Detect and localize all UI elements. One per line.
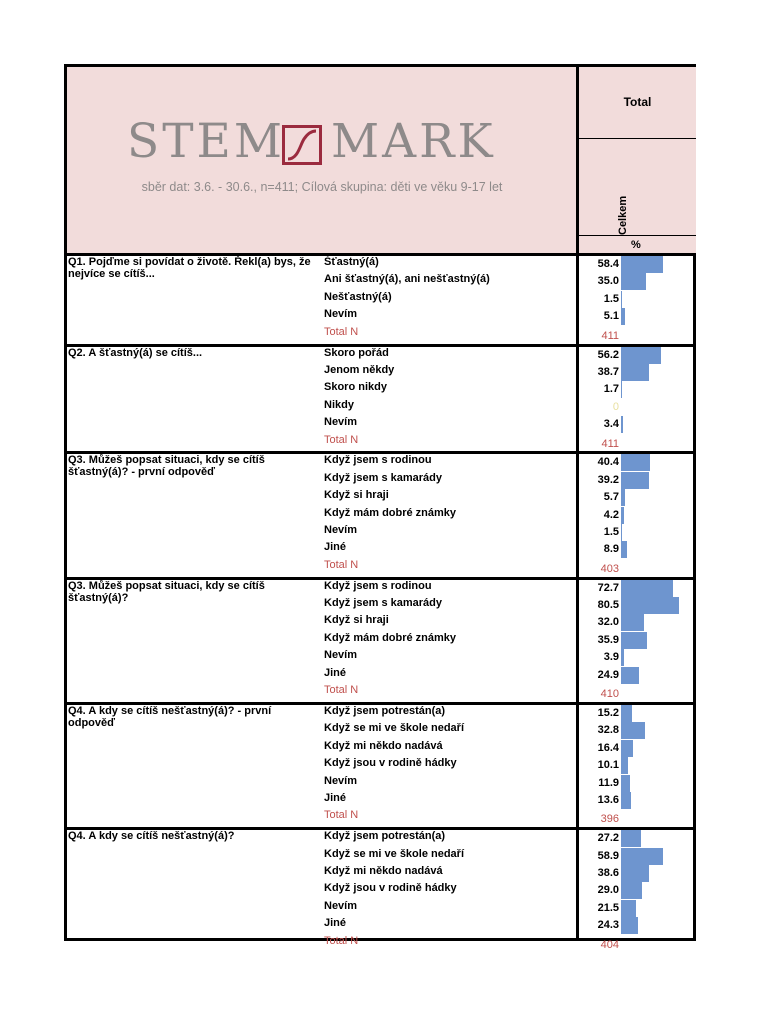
total-n-label: Total N <box>324 325 359 338</box>
answer-value: 24.9 <box>597 668 619 681</box>
answer-value: 80.5 <box>597 599 619 612</box>
answer-row <box>67 381 693 398</box>
answer-label: Skoro pořád <box>324 346 389 359</box>
answer-value: 32.8 <box>597 724 619 737</box>
answer-label: Když jsem potrestán(a) <box>324 830 446 843</box>
answer-row <box>67 507 693 524</box>
answer-label: Nešťastný(á) <box>324 290 392 303</box>
question-section <box>67 830 693 955</box>
answer-value: 40.4 <box>597 456 619 469</box>
answer-row <box>67 632 693 649</box>
percent-bar <box>621 705 632 722</box>
answer-row <box>67 347 693 364</box>
percent-bar <box>621 632 647 649</box>
percent-bar <box>621 740 633 757</box>
total-n-value: 396 <box>600 813 619 826</box>
answer-value: 0 <box>612 400 619 413</box>
answer-row <box>67 364 693 381</box>
answer-label: Jiné <box>324 917 347 930</box>
percent-bar <box>621 454 650 471</box>
percent-bar <box>621 291 622 308</box>
answer-label: Nevím <box>324 774 358 787</box>
question-section <box>67 454 693 579</box>
answer-value: 35.0 <box>597 275 619 288</box>
answer-value: 13.6 <box>597 794 619 806</box>
percent-bar <box>621 649 624 666</box>
answer-label: Nevím <box>324 308 358 321</box>
question-text: Q1. Pojďme si povídat o životě. Řekl(a) bys, že nejvíce se cítíš... <box>68 256 311 280</box>
percent-bar <box>621 273 646 290</box>
percent-bar <box>621 580 673 597</box>
question-section <box>67 347 693 455</box>
percent-bar <box>621 900 636 917</box>
answer-row <box>67 580 693 597</box>
answer-row <box>67 524 693 541</box>
answer-label: Jiné <box>324 666 347 679</box>
percent-bar <box>621 416 623 433</box>
answer-label: Když si hraji <box>324 489 389 502</box>
percent-bar <box>621 597 679 614</box>
percent-bar <box>621 830 641 847</box>
answer-row <box>67 775 693 792</box>
answer-row <box>67 792 693 809</box>
percent-label: % <box>631 239 641 251</box>
answer-label: Šťastný(á) <box>324 256 379 268</box>
percent-bar <box>621 757 628 774</box>
question-text: Q4. A kdy se cítíš nešťastný(á)? <box>68 830 235 843</box>
answer-label: Když jsou v rodině hádky <box>324 757 457 770</box>
percent-bar <box>621 472 649 489</box>
total-n-row <box>67 935 693 952</box>
answer-value: 1.5 <box>603 525 619 538</box>
answer-row <box>67 489 693 506</box>
answer-value: 1.5 <box>603 292 619 305</box>
logo-text-right: MARK <box>331 114 496 169</box>
answer-label: Když se mi ve škole nedaří <box>324 722 465 735</box>
total-n-label: Total N <box>324 934 359 947</box>
answer-value: 3.9 <box>603 651 619 664</box>
answer-label: Skoro nikdy <box>324 381 387 394</box>
question-section <box>67 705 693 830</box>
answer-row <box>67 667 693 684</box>
answer-value: 39.2 <box>597 473 619 486</box>
answer-row <box>67 472 693 489</box>
survey-subtitle: sběr dat: 3.6. - 30.6., n=411; Cílová skupina: děti ve věku 9-17 let <box>141 180 503 194</box>
report-header <box>67 67 577 256</box>
percent-bar <box>621 541 627 558</box>
answer-row <box>67 454 693 471</box>
question-text: Q4. A kdy se cítíš nešťastný(á)? - první odpověď <box>68 705 272 729</box>
answer-row <box>67 740 693 757</box>
answer-label: Když jsem potrestán(a) <box>324 705 446 717</box>
logo-text-left: STEM <box>127 114 285 169</box>
answer-row <box>67 541 693 558</box>
total-label: Total <box>623 95 652 109</box>
answer-row <box>67 917 693 934</box>
answer-row <box>67 614 693 631</box>
answer-value: 58.9 <box>597 849 619 862</box>
answer-value: 35.9 <box>597 633 619 646</box>
answer-row <box>67 722 693 739</box>
percent-bar <box>621 308 625 325</box>
answer-label: Když jsem s kamarády <box>324 471 443 484</box>
percent-bar <box>621 917 638 934</box>
answer-row <box>67 900 693 917</box>
total-n-label: Total N <box>324 809 359 822</box>
total-n-value: 411 <box>601 437 619 450</box>
answer-label: Nikdy <box>324 398 354 411</box>
total-n-value: 403 <box>600 562 619 575</box>
answer-label: Když mi někdo nadává <box>324 865 443 878</box>
answer-value: 38.7 <box>597 365 619 378</box>
answer-row <box>67 830 693 847</box>
answer-value: 1.7 <box>603 383 619 396</box>
answer-label: Když jsem s kamarády <box>324 597 443 610</box>
answer-value: 4.2 <box>603 508 619 521</box>
answer-row <box>67 399 693 416</box>
total-n-row <box>67 434 693 451</box>
answer-label: Když jsem s rodinou <box>324 579 432 592</box>
answer-label: Když jsem s rodinou <box>324 454 432 467</box>
total-n-value: 411 <box>601 329 619 342</box>
answer-row <box>67 848 693 865</box>
answer-label: Když mám dobré známky <box>324 631 457 644</box>
logo-mark-icon <box>282 125 322 165</box>
answer-label: Když jsou v rodině hádky <box>324 882 457 895</box>
answer-value: 32.0 <box>597 616 619 629</box>
answer-label: Když se mi ve škole nedaří <box>324 847 465 860</box>
percent-bar <box>621 722 645 739</box>
total-n-row <box>67 809 693 826</box>
answer-row <box>67 649 693 666</box>
answer-value: 21.5 <box>597 901 619 914</box>
answer-value: 38.6 <box>597 867 619 880</box>
answer-row <box>67 865 693 882</box>
answer-value: 5.1 <box>603 310 619 323</box>
answer-label: Když si hraji <box>324 614 389 627</box>
total-n-value: 410 <box>600 688 619 701</box>
total-n-row <box>67 684 693 701</box>
total-column-header <box>579 67 696 256</box>
percent-bar <box>621 524 622 541</box>
answer-label: Nevím <box>324 899 358 912</box>
stem-mark-logo <box>127 114 507 169</box>
answer-label: Ani šťastný(á), ani nešťastný(á) <box>324 273 490 286</box>
answer-value: 56.2 <box>597 348 619 361</box>
answer-value: 16.4 <box>597 741 619 754</box>
report-table <box>64 64 696 951</box>
celkem-label: Celkem <box>617 195 629 235</box>
total-n-row <box>67 559 693 576</box>
answer-label: Jiné <box>324 792 347 804</box>
percent-bar <box>621 507 624 524</box>
percent-bar <box>621 667 639 684</box>
header-divider <box>579 138 696 139</box>
answer-label: Nevím <box>324 523 358 536</box>
answer-row <box>67 256 693 273</box>
question-text: Q3. Můžeš popsat situaci, kdy se cítíš šťastný(á)? - první odpověď <box>68 454 265 479</box>
answer-value: 3.4 <box>603 418 619 431</box>
percent-bar <box>621 848 663 865</box>
answer-value: 29.0 <box>597 884 619 897</box>
total-n-label: Total N <box>324 684 359 697</box>
percent-bar <box>621 792 631 809</box>
question-section <box>67 580 693 705</box>
answer-label: Nevím <box>324 649 358 662</box>
answer-value: 15.2 <box>597 707 619 719</box>
percent-bar <box>621 256 663 273</box>
question-section <box>67 256 693 347</box>
total-n-label: Total N <box>324 558 359 571</box>
total-n-value: 404 <box>600 938 619 951</box>
percent-bar <box>621 489 625 506</box>
answer-row <box>67 757 693 774</box>
percent-bar <box>621 614 644 631</box>
answer-row <box>67 705 693 722</box>
percent-bar <box>621 882 642 899</box>
percent-bar <box>621 865 649 882</box>
question-text: Q2. A šťastný(á) se cítíš... <box>68 346 203 359</box>
total-n-row <box>67 326 693 343</box>
total-n-label: Total N <box>324 433 359 446</box>
answer-label: Když mám dobré známky <box>324 506 457 519</box>
answer-label: Když mi někdo nadává <box>324 739 443 752</box>
percent-bar <box>621 347 661 364</box>
answer-value: 58.4 <box>597 258 619 270</box>
answer-label: Jiné <box>324 541 347 554</box>
answer-row <box>67 273 693 290</box>
answer-value: 27.2 <box>597 832 619 845</box>
answer-row <box>67 597 693 614</box>
question-text: Q3. Můžeš popsat situaci, kdy se cítíš šťastný(á)? <box>68 579 265 604</box>
answer-value: 11.9 <box>598 776 619 789</box>
percent-bar <box>621 381 622 398</box>
answer-value: 10.1 <box>597 759 619 772</box>
answer-row <box>67 308 693 325</box>
answer-label: Jenom někdy <box>324 363 395 376</box>
header-divider <box>579 235 696 236</box>
answer-value: 8.9 <box>603 543 619 556</box>
answer-value: 72.7 <box>597 581 619 594</box>
answer-row <box>67 882 693 899</box>
answer-row <box>67 416 693 433</box>
percent-bar <box>621 775 630 792</box>
answer-value: 5.7 <box>603 491 619 504</box>
answer-value: 24.3 <box>597 919 619 932</box>
answer-row <box>67 291 693 308</box>
percent-bar <box>621 364 649 381</box>
answer-label: Nevím <box>324 416 358 429</box>
